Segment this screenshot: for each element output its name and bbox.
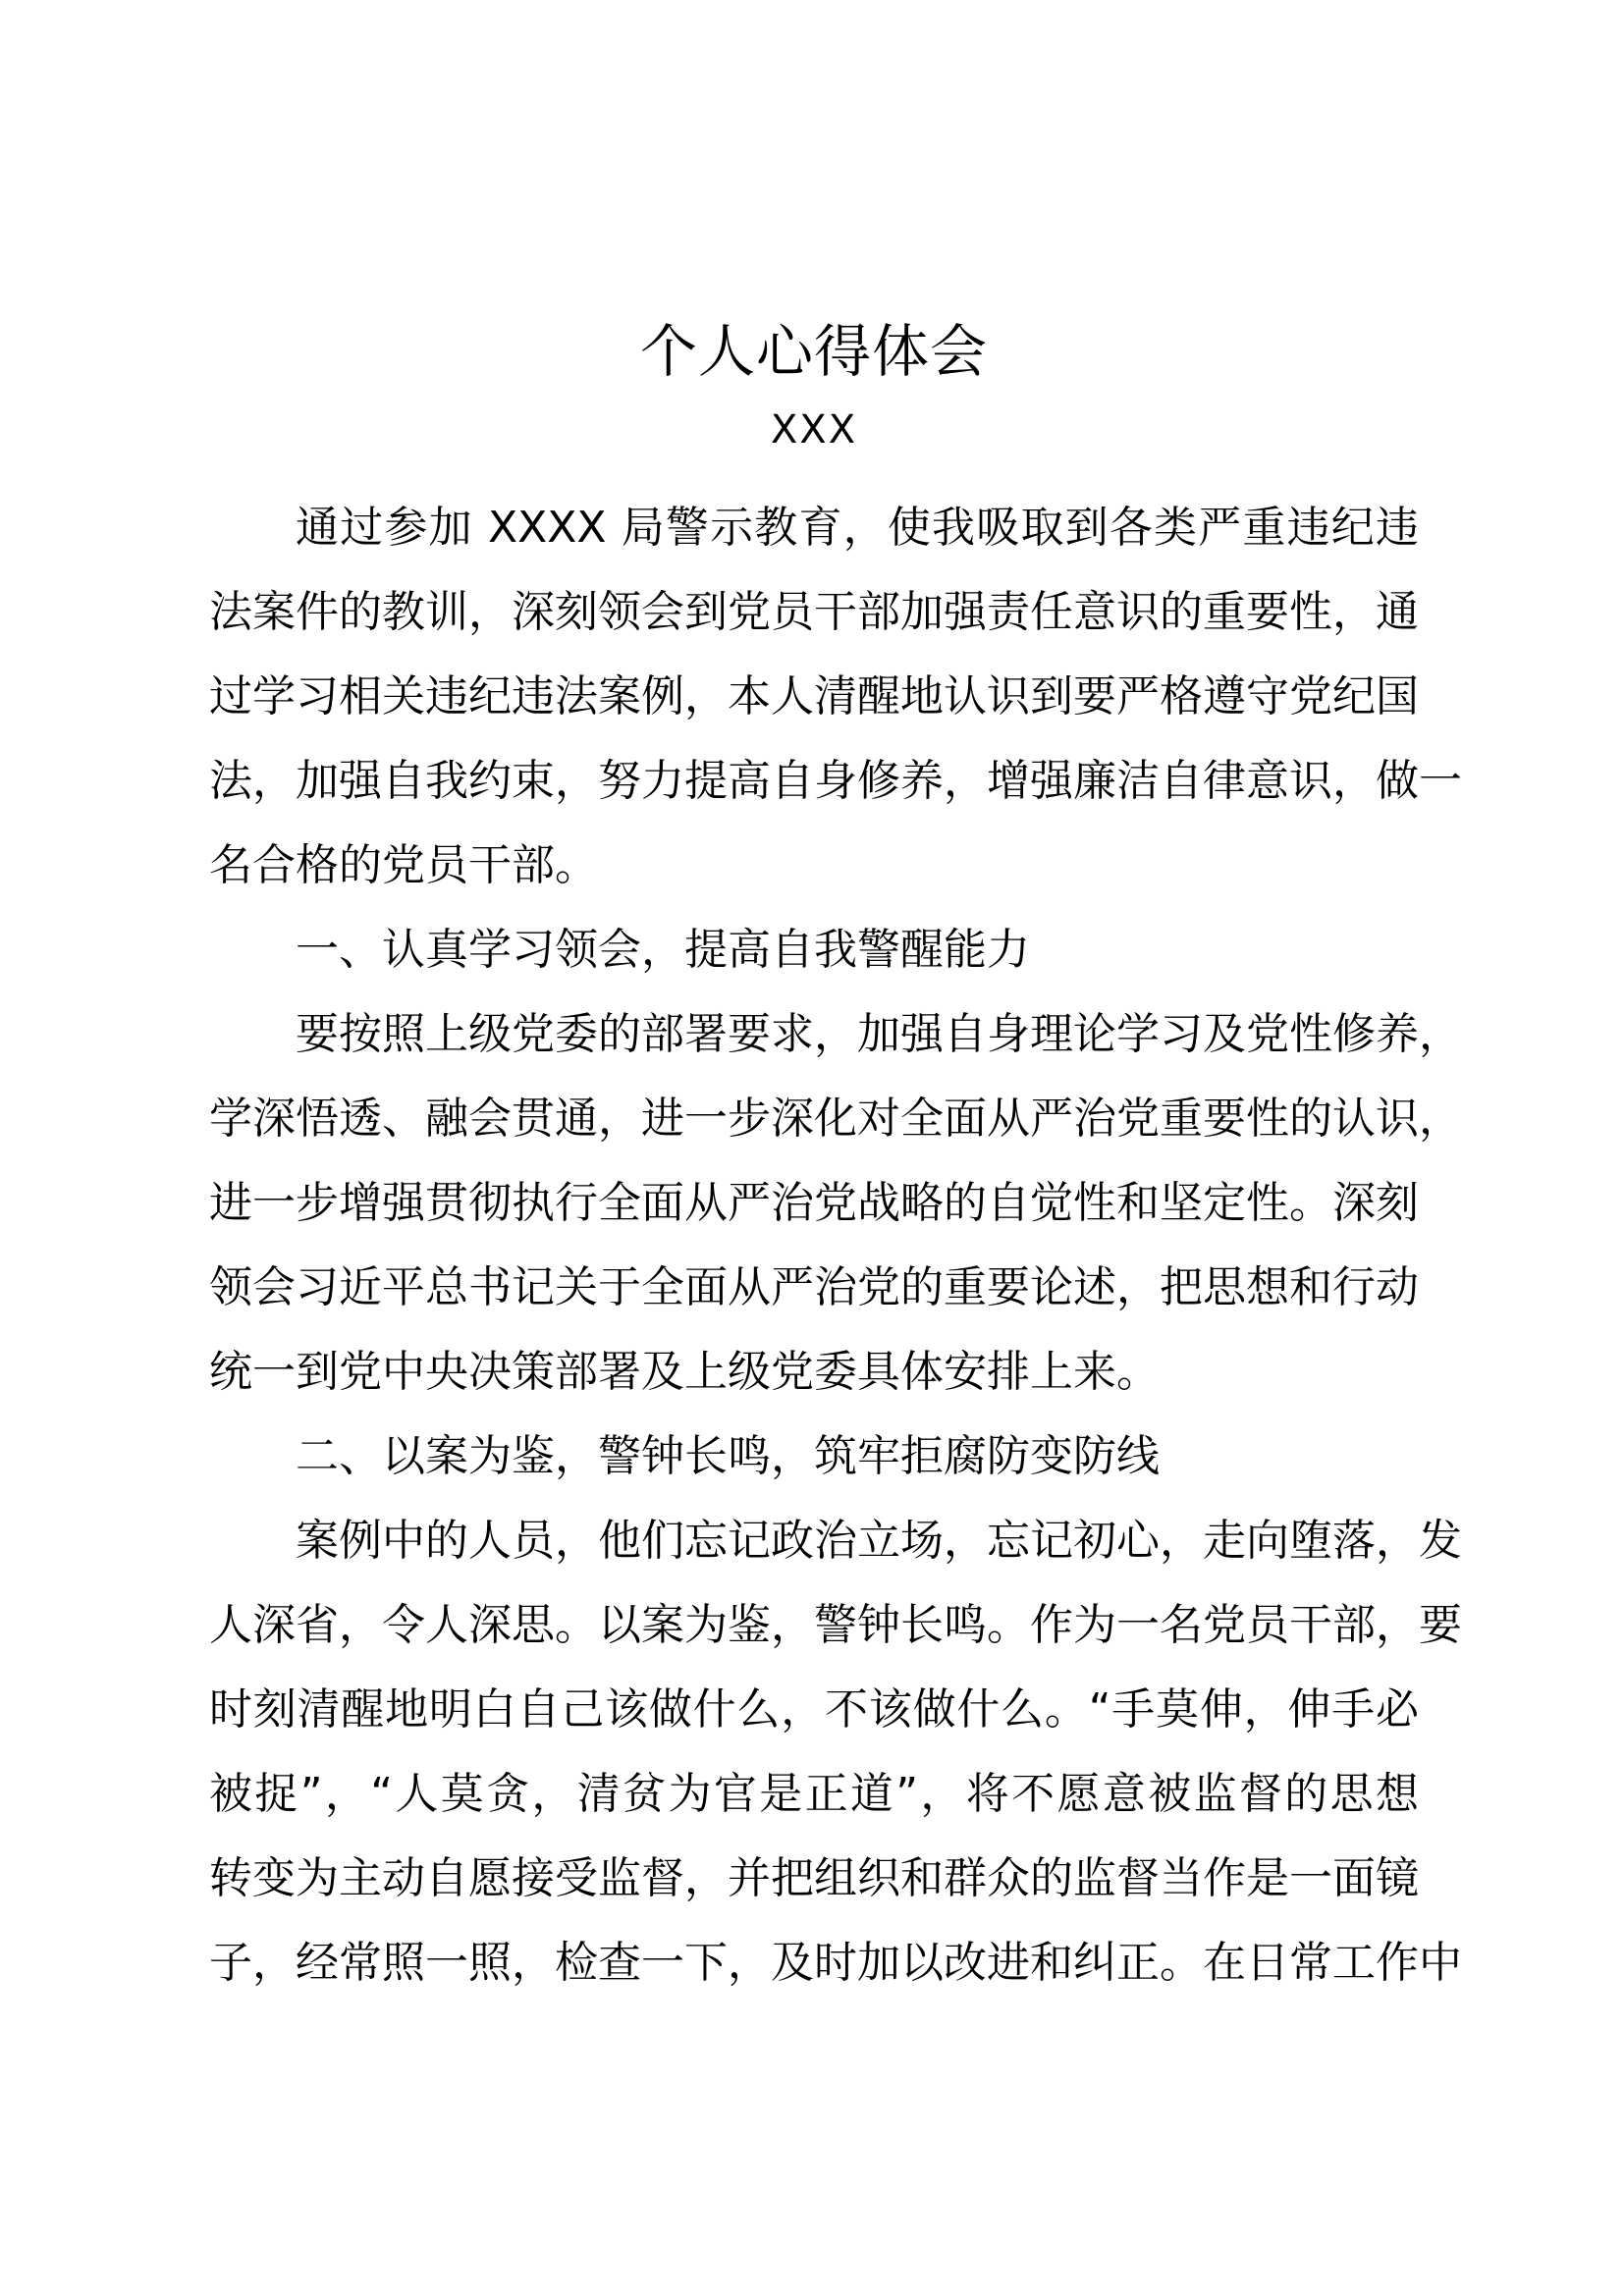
section-heading-1: 一、认真学习领会，提高自我警醒能力 xyxy=(296,925,1030,975)
text-line: 学深悟透、融会贯通，进一步深化对全面从严治党重要性的认识， xyxy=(209,1094,1462,1144)
text-line: 过学习相关违纪违法案例，本人清醒地认识到要严格遵守党纪国 xyxy=(209,671,1419,721)
text-line: 领会习近平总书记关于全面从严治党的重要论述，把思想和行动 xyxy=(209,1262,1419,1312)
text-line: 要按照上级党委的部署要求，加强自身理论学习及党性修养， xyxy=(296,1009,1462,1059)
text-line: 子，经常照一照，检查一下，及时加以改进和纠正。在日常工作中 xyxy=(209,1938,1462,1988)
text-line: 法，加强自我约束，努力提高自身修养，增强廉洁自律意识，做一 xyxy=(209,756,1462,806)
text-line: 通过参加 XXXX 局警示教育，使我吸取到各类严重违纪违 xyxy=(296,503,1419,553)
document-title: 个人心得体会 xyxy=(639,318,988,385)
text-line: 法案件的教训，深刻领会到党员干部加强责任意识的重要性，通 xyxy=(209,587,1419,637)
text-line: 案例中的人员，他们忘记政治立场，忘记初心，走向堕落，发 xyxy=(296,1516,1462,1566)
text-line: 名合格的党员干部。 xyxy=(209,840,598,890)
text-line: 时刻清醒地明白自己该做什么，不该做什么。“手莫伸，伸手必 xyxy=(209,1684,1419,1735)
section-heading-2: 二、以案为鉴，警钟长鸣，筑牢拒腐防变防线 xyxy=(296,1431,1160,1481)
text-line: 被捉”，“人莫贪，清贫为官是正道”，将不愿意被监督的思想 xyxy=(209,1769,1419,1819)
text-line: 转变为主动自愿接受监督，并把组织和群众的监督当作是一面镜 xyxy=(209,1853,1419,1903)
text-line: 进一步增强贯彻执行全面从严治党战略的自觉性和坚定性。深刻 xyxy=(209,1178,1419,1228)
document-author: XXX xyxy=(770,407,858,453)
text-line: 统一到党中央决策部署及上级党委具体安排上来。 xyxy=(209,1347,1160,1397)
text-line: 人深省，令人深思。以案为鉴，警钟长鸣。作为一名党员干部，要 xyxy=(209,1600,1462,1650)
